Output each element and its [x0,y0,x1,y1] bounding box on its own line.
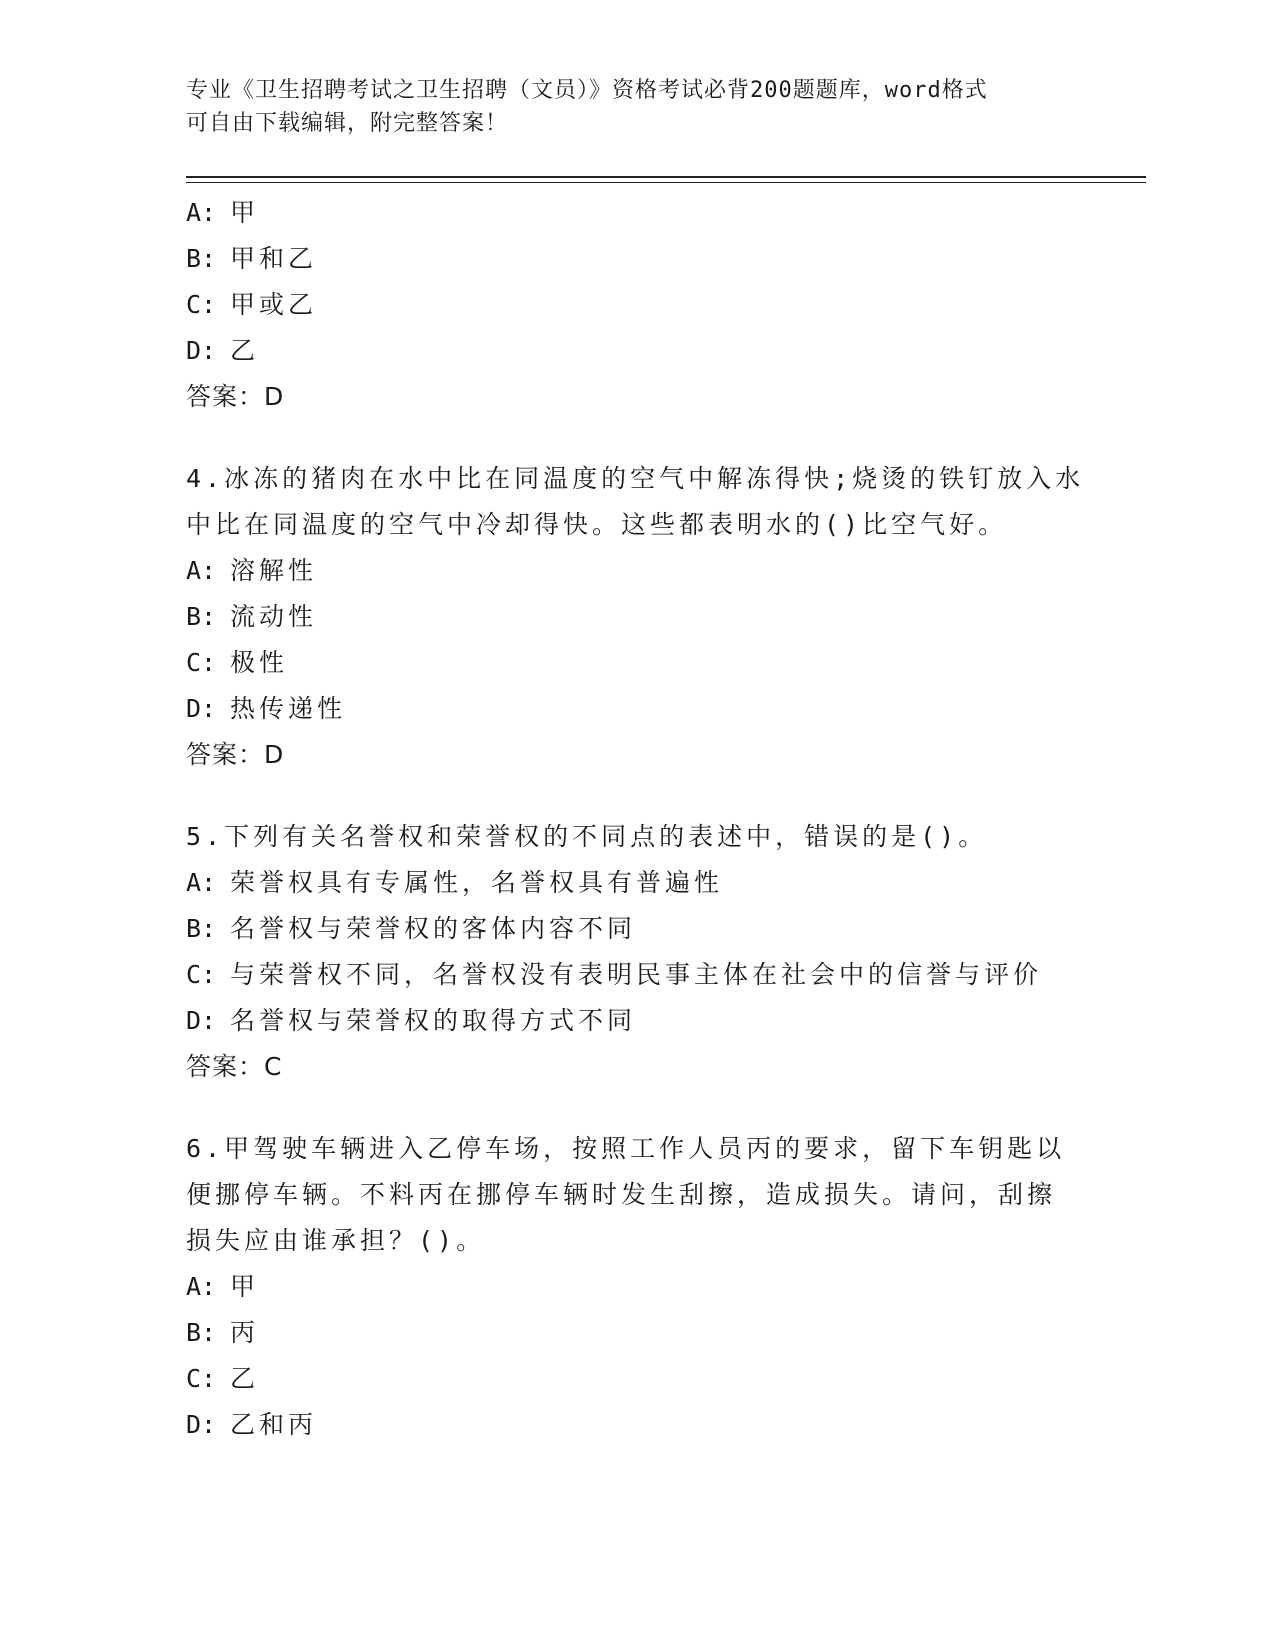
option-a: A: 甲 [186,1272,260,1301]
option-c: C: 乙 [186,1364,260,1393]
document-header [186,74,1066,140]
option-c: C: 极性 [186,648,289,677]
question-6 [186,1126,1086,1448]
option-d: D: 名誉权与荣誉权的取得方式不同 [186,1006,637,1035]
question-3 [186,190,1086,420]
option-a: A: 溶解性 [186,556,318,585]
option-d: D: 乙 [186,336,260,365]
answer-line: 答案：C [186,1052,283,1081]
option-d: D: 热传递性 [186,694,347,723]
header-line-1: 专业《卫生招聘考试之卫生招聘（文员）》资格考试必背200题题库，word格式 [186,78,988,103]
option-c: C: 与荣誉权不同，名誉权没有表明民事主体在社会中的信誉与评价 [186,960,1043,989]
question-list [186,190,1086,1448]
question-stem: 4.冰冻的猪肉在水中比在同温度的空气中解冻得快;烧烫的铁钉放入水 中比在同温度的空气中冷却得快。这些都表明水的()比空气好。 [186,464,1085,539]
option-a: A: 荣誉权具有专属性，名誉权具有普遍性 [186,868,724,897]
option-b: B: 甲和乙 [186,244,318,273]
question-4 [186,456,1086,778]
option-b: B: 流动性 [186,602,318,631]
answer-line: 答案：D [186,740,285,769]
header-rule-thick [186,176,1146,178]
header-rule-thin [186,182,1146,183]
option-c: C: 甲或乙 [186,290,318,319]
option-d: D: 乙和丙 [186,1410,318,1439]
question-stem: 5.下列有关名誉权和荣誉权的不同点的表述中，错误的是()。 [186,822,988,851]
question-stem: 6.甲驾驶车辆进入乙停车场，按照工作人员丙的要求，留下车钥匙以 便挪停车辆。不料丙在挪停车辆时发生刮擦，造成损失。请问，刮擦 损失应由谁承担？()。 [186,1134,1066,1255]
option-a: A: 甲 [186,198,260,227]
question-5 [186,814,1086,1090]
answer-line: 答案：D [186,382,285,411]
option-b: B: 丙 [186,1318,260,1347]
header-line-2: 可自由下载编辑，附完整答案！ [186,111,509,136]
option-b: B: 名誉权与荣誉权的客体内容不同 [186,914,637,943]
